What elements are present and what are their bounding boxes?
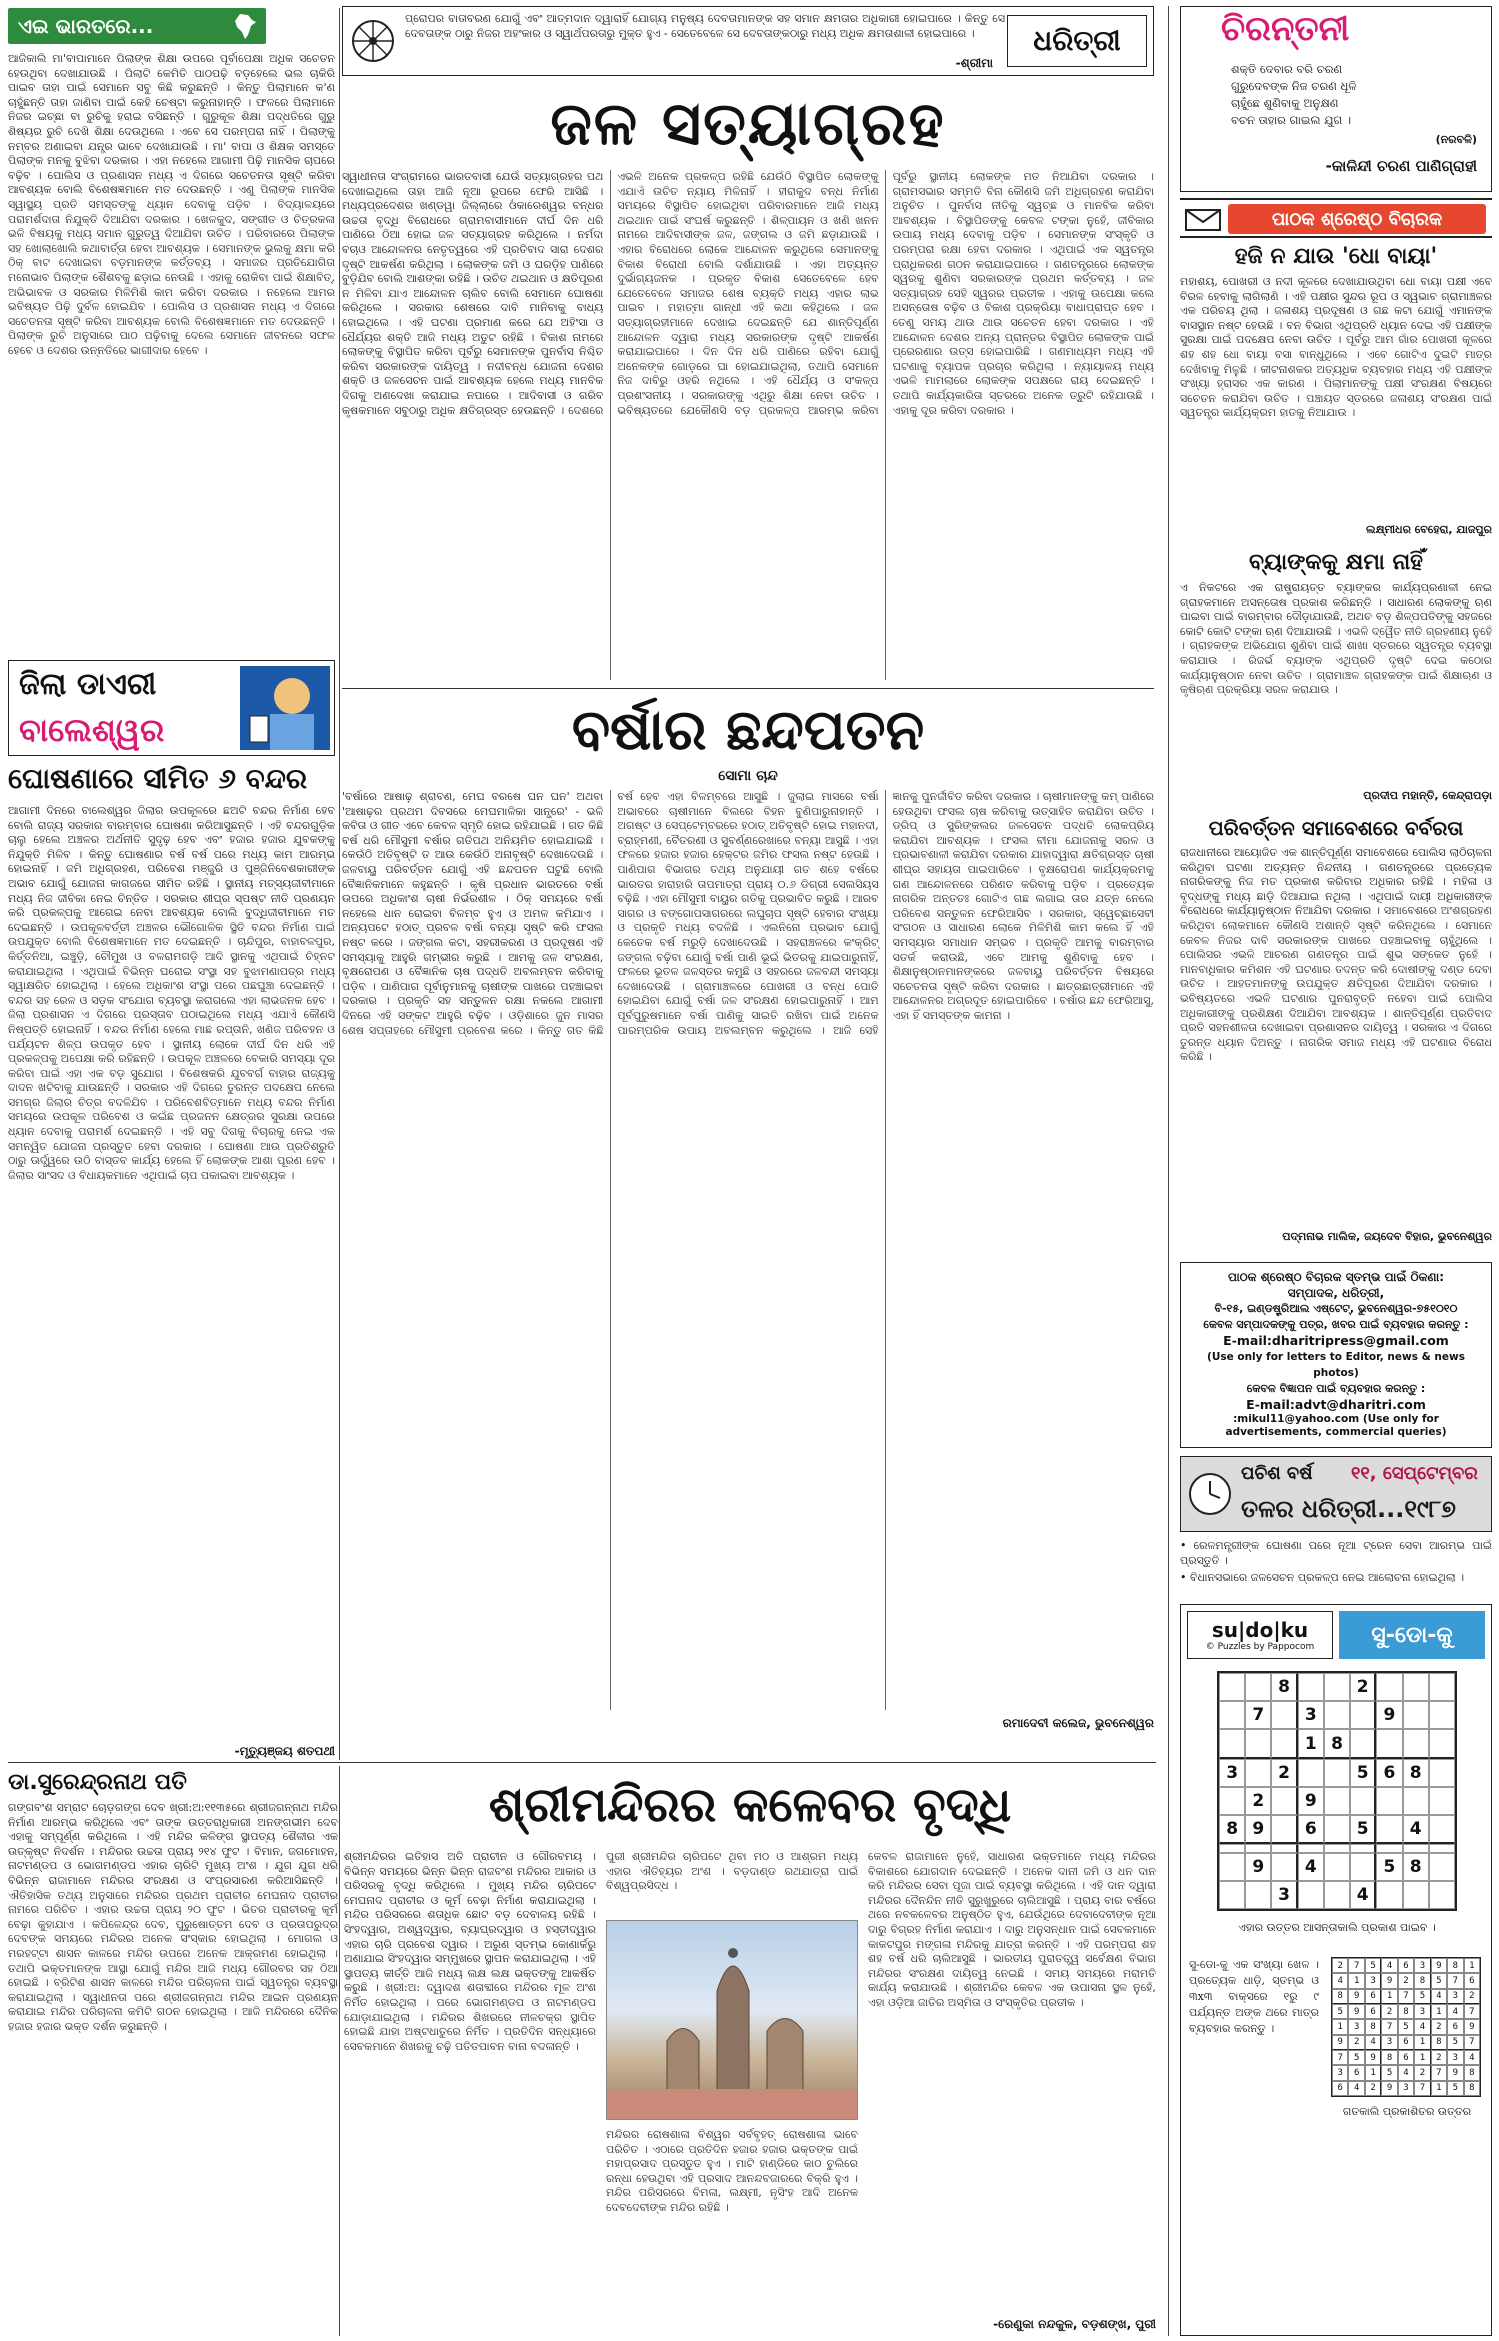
bottom-left-article — [8, 1770, 338, 2336]
district-diary-title: ଘୋଷଣାରେ ସୀମିତ ୬ ବନ୍ଦର — [8, 762, 308, 795]
previous-sudoku-cell: 6 — [1365, 1989, 1381, 2004]
letter-bank-title: ବ୍ୟାଙ୍କକୁ କ୍ଷମା ନାହିଁ — [1249, 550, 1423, 575]
previous-sudoku-cell: 2 — [1381, 2004, 1397, 2019]
sudoku-cell[interactable] — [1429, 1844, 1455, 1852]
sudoku-cell[interactable]: 4 — [1403, 1815, 1429, 1844]
sudoku-cell[interactable] — [1429, 1853, 1455, 1881]
sudoku-cell[interactable]: 8 — [1271, 1673, 1297, 1701]
previous-sudoku-cell: 5 — [1447, 2081, 1463, 2096]
previous-sudoku-cell: 1 — [1332, 2019, 1348, 2034]
previous-sudoku-cell: 4 — [1365, 2035, 1381, 2050]
sudoku-cell[interactable]: 9 — [1245, 1815, 1271, 1844]
previous-sudoku-cell: 2 — [1332, 1958, 1348, 1973]
readers-banner — [1180, 198, 1492, 238]
previous-sudoku-cell: 9 — [1365, 2050, 1381, 2065]
sudoku-cell[interactable] — [1350, 1787, 1376, 1815]
previous-sudoku-cell: 2 — [1431, 2019, 1447, 2034]
bottom-section-rule — [8, 1762, 1156, 1763]
previous-sudoku-cell: 9 — [1464, 2019, 1480, 2034]
district-name: ବାଲେଶ୍ୱର — [19, 711, 165, 749]
letter-rally-title: ପରିବର୍ତ୍ତନ ସମାବେଶରେ ବର୍ବରତା — [1208, 816, 1464, 840]
bottom-feature-col3: କେବଳ ରାଜାମାନେ ନୁହେଁ, ସାଧାରଣ ଭକ୍ତମାନେ ମଧ୍ୟ ମନ୍ଦିରର ବିକାଶରେ ଯୋଗଦାନ ଦେଇଛନ୍ତି । ଅନେକ ଦାନୀ ଜମି ଓ ଧନ ଦାନ କରି ମନ୍ଦିରର ସେବା ପୂଜା ପାଇଁ ବ୍ୟବସ୍ଥା କରିଥିଲେ । ଏହି ଦାନ ଦ୍ୱାରା ମନ୍ଦିରର ଦୈନନ୍ଦିନ ନୀତି ସୁରୁଖୁରୁରେ ଚାଲିଆସୁଛି । ପ୍ରାୟ ବାର ବର୍ଷରେ ଥରେ ନବକଳେବର ଅନୁଷ୍ଠିତ ହୁଏ, ଯେଉଁଥିରେ ଦେବାଦେବୀଙ୍କ ନୂଆ ଦାରୁ ବିଗ୍ରହ ନିର୍ମାଣ କରାଯାଏ । ଦାରୁ ଅନୁସନ୍ଧାନ ପାଇଁ ସେବକମାନେ କାକଟପୁର ମଙ୍ଗଳା ମନ୍ଦିରକୁ ଯାତ୍ରା କରନ୍ତି । ଏହି ପରମ୍ପରା ଶହ ଶହ ବର୍ଷ ଧରି ଚାଲିଆସୁଛି । ଭାରତୀୟ ପୁରାତତ୍ତ୍ୱ ସର୍ବେକ୍ଷଣ ବିଭାଗ ମନ୍ଦିରର ସଂରକ୍ଷଣ ଦାୟିତ୍ୱ ନେଇଛି । ସମୟ ସମୟରେ ମରାମତି କାର୍ଯ୍ୟ କରାଯାଉଛି । ଶ୍ରୀମନ୍ଦିର କେବଳ ଏକ ଉପାସନା ସ୍ଥଳ ନୁହେଁ, ଏହା ଓଡ଼ିଆ ଜାତିର ଅସ୍ମିତା ଓ ସଂସ୍କୃତିର ପ୍ରତୀକ । — [868, 1850, 1156, 2009]
previous-sudoku-cell: 6 — [1464, 1973, 1480, 1988]
sudoku-answer-note: ଏହାର ଉତ୍ତର ଆସନ୍ତାକାଲି ପ୍ରକାଶ ପାଇବ । — [1238, 1921, 1436, 1934]
sudoku-cell[interactable] — [1350, 1844, 1376, 1852]
sudoku-cell[interactable] — [1376, 1673, 1402, 1701]
previous-sudoku-cell: 7 — [1464, 2035, 1480, 2050]
sudoku-cell[interactable]: 9 — [1376, 1701, 1402, 1729]
letter-rally-sig: ପଦ୍ମନାଭ ମାଲିକ, ଜୟଦେବ ବିହାର, ଭୁବନେଶ୍ୱର — [1282, 1230, 1492, 1243]
flashback-items: • ରେଳମନ୍ତ୍ରୀଙ୍କ ଘୋଷଣା ପରେ ନୂଆ ଟ୍ରେନ ସେବା ଆରମ୍ଭ ପାଇଁ ପ୍ରସ୍ତୁତି । • ବିଧାନସଭାରେ ଜଳସେଚନ ପ୍ରକଳ୍ପ ନେଇ ଆଲୋଚନା ହୋଇଥିଲା । — [1180, 1539, 1492, 1584]
previous-sudoku-cell: 6 — [1398, 2035, 1414, 2050]
previous-sudoku-cell: 6 — [1447, 2019, 1463, 2034]
sudoku-cell[interactable] — [1403, 1729, 1429, 1758]
flashback-banner — [1180, 1456, 1492, 1532]
previous-sudoku-cell: 1 — [1414, 2050, 1430, 2065]
flashback-brand: ତଳର ଧରିତ୍ରୀ...୧୯୮୭ — [1241, 1495, 1456, 1523]
previous-sudoku-cell: 8 — [1431, 2035, 1447, 2050]
sudoku-cell[interactable] — [1376, 1815, 1402, 1844]
sudoku-cell[interactable] — [1324, 1853, 1350, 1881]
sudoku-brand: su|do|ku © Puzzles by Pappocom — [1187, 1611, 1333, 1659]
bottom-feature-col2: ପୁରୀ ଶ୍ରୀମନ୍ଦିର ଚାରିପଟେ ଥିବା ମଠ ଓ ଆଶ୍ରମ ମଧ୍ୟ ଏହାର ଐତିହ୍ୟର ଅଂଶ । ବଡ଼ଦାଣ୍ଡ ରଥଯାତ୍ରା ପାଇଁ ବିଶ୍ୱପ୍ରସିଦ୍ଧ । — [606, 1850, 858, 1893]
previous-sudoku-cell: 3 — [1348, 2019, 1364, 2034]
previous-sudoku-cell: 2 — [1431, 2050, 1447, 2065]
previous-sudoku-cell: 7 — [1348, 1958, 1364, 1973]
bottom-feature-title: ଶ୍ରୀମନ୍ଦିରର କଳେବର ବୃଦ୍ଧି — [488, 1777, 1012, 1833]
letter-bank — [1180, 550, 1492, 810]
previous-sudoku-cell: 7 — [1431, 2065, 1447, 2080]
divider-left — [339, 8, 340, 1760]
previous-sudoku-cell: 3 — [1365, 1973, 1381, 1988]
flashback-date: ୧୧, ସେପ୍ଟେମ୍ବର — [1351, 1463, 1478, 1484]
sudoku-cell[interactable] — [1271, 1853, 1297, 1881]
letter-rally-text: ରାଜଧାନୀରେ ଆୟୋଜିତ ଏକ ଶାନ୍ତିପୂର୍ଣ୍ଣ ସମାବେଶରେ ପୋଲିସ ଲାଠିଚାଳନା କରିଥିବା ଘଟଣା ଅତ୍ୟନ୍ତ ନିନ୍ଦନୀୟ । ଗଣତନ୍ତ୍ରରେ ପ୍ରତ୍ୟେକ ନାଗରିକଙ୍କୁ ନିଜ ମତ ପ୍ରକାଶ କରିବାର ଅଧିକାର ରହିଛି । ମହିଳା ଓ ବୃଦ୍ଧଙ୍କୁ ମଧ୍ୟ ଛାଡ଼ି ଦିଆଯାଇ ନଥିଲା । ଏଥିପାଇଁ ଦାୟୀ ଅଧିକାରୀଙ୍କ ବିରୋଧରେ କାର୍ଯ୍ୟାନୁଷ୍ଠାନ ନିଆଯିବା ଦରକାର । ସମାବେଶରେ ଅଂଶଗ୍ରହଣ କରିଥିବା ଲୋକମାନେ କୌଣସି ଅଶାନ୍ତି ସୃଷ୍ଟି କରିନଥିଲେ । ସେମାନେ କେବଳ ନିଜର ଦାବି ସରକାରଙ୍କ ପାଖରେ ପହଞ୍ଚାଇବାକୁ ଚାହୁଁଥିଲେ । ପୋଲିସର ଏଭଳି ଆଚରଣ ଗଣତନ୍ତ୍ର ପାଇଁ ଶୁଭ ସଙ୍କେତ ନୁହେଁ । ମାନବାଧିକାର କମିଶନ ଏହି ଘଟଣାର ତଦନ୍ତ କରି ଦୋଷୀଙ୍କୁ ଦଣ୍ଡ ଦେବା ଉଚିତ । ଆହତମାନଙ୍କୁ ଉପଯୁକ୍ତ କ୍ଷତିପୂରଣ ଦିଆଯିବା ଦରକାର । ଭବିଷ୍ୟତରେ ଏଭଳି ଘଟଣାର ପୁନରାବୃତ୍ତି ନହେବା ପାଇଁ ପୋଲିସ ଅଧିକାରୀଙ୍କୁ ପ୍ରଶିକ୍ଷଣ ଦିଆଯିବା ଆବଶ୍ୟକ । ଶାନ୍ତିପୂର୍ଣ୍ଣ ପ୍ରତିବାଦ ପ୍ରତି ସହନଶୀଳତା ଦେଖାଇବା ପ୍ରଶାସନର ଦାୟିତ୍ୱ । ସରକାର ଏ ଦିଗରେ ତୁରନ୍ତ ଧ୍ୟାନ ଦିଅନ୍ତୁ । ନାଗରିକ ସମାଜ ମଧ୍ୟ ଏହି ଘଟଣାର ବିରୋଧ କରିଛି । — [1180, 846, 1492, 1064]
previous-sudoku-cell: 2 — [1365, 2081, 1381, 2096]
sudoku-cell[interactable]: 4 — [1298, 1853, 1324, 1881]
sudoku-cell[interactable]: 2 — [1350, 1673, 1376, 1701]
previous-sudoku-cell: 8 — [1464, 2081, 1480, 2096]
section-tag — [8, 8, 266, 44]
bottom-feature — [344, 1770, 1156, 2336]
feature-title: ବର୍ଷାର ଛନ୍ଦପତନ — [571, 698, 925, 763]
sudoku-cell[interactable] — [1429, 1815, 1455, 1844]
sudoku-cell[interactable]: 8 — [1324, 1729, 1350, 1758]
sudoku-cell[interactable] — [1324, 1701, 1350, 1729]
previous-sudoku-cell: 8 — [1381, 2050, 1397, 2065]
previous-sudoku-cell: 4 — [1414, 2019, 1430, 2034]
previous-sudoku-cell: 6 — [1332, 2081, 1348, 2096]
previous-sudoku-cell: 1 — [1431, 2004, 1447, 2019]
letter-rally — [1180, 816, 1492, 1256]
temple-photo — [606, 1920, 858, 2120]
sudoku-cell[interactable]: 3 — [1219, 1759, 1245, 1787]
sudoku-cell[interactable] — [1245, 1729, 1271, 1758]
sudoku-cell[interactable] — [1271, 1729, 1297, 1758]
sudoku-cell[interactable] — [1429, 1701, 1455, 1729]
previous-sudoku-cell: 4 — [1381, 1958, 1397, 1973]
previous-sudoku-cell: 3 — [1414, 2004, 1430, 2019]
previous-sudoku-cell: 3 — [1414, 1958, 1430, 1973]
sudoku-cell[interactable]: 1 — [1298, 1729, 1324, 1758]
bottom-feature-col1: ଶ୍ରୀମନ୍ଦିରର ଇତିହାସ ଅତି ପ୍ରାଚୀନ ଓ ଗୌରବମୟ । ବିଭିନ୍ନ ସମୟରେ ଭିନ୍ନ ଭିନ୍ନ ରାଜବଂଶ ମନ୍ଦିରର ଆକାର ଓ ପରିସରକୁ ବୃଦ୍ଧି କରିଥିଲେ । ମୁଖ୍ୟ ମନ୍ଦିର ଚାରିପଟେ ମେଘନାଦ ପ୍ରାଚୀର ଓ କୂର୍ମ ବେଢ଼ା ନିର୍ମାଣ କରାଯାଇଥିଲା । ମନ୍ଦିର ପରିସରରେ ଶତାଧିକ ଛୋଟ ବଡ଼ ଦେବାଳୟ ରହିଛି । ସିଂହଦ୍ୱାର, ଅଶ୍ୱଦ୍ୱାର, ବ୍ୟାଘ୍ରଦ୍ୱାର ଓ ହସ୍ତୀଦ୍ୱାର ଏହାର ଚାରି ପ୍ରବେଶ ଦ୍ୱାର । ଅରୁଣ ସ୍ତମ୍ଭ କୋଣାର୍କରୁ ଅଣାଯାଇ ସିଂହଦ୍ୱାର ସମ୍ମୁଖରେ ସ୍ଥାପନ କରାଯାଇଥିଲା । ଏହି ସ୍ଥାପତ୍ୟ କୀର୍ତ୍ତି ଆଜି ମଧ୍ୟ ଲକ୍ଷ ଲକ୍ଷ ଭକ୍ତଙ୍କୁ ଆକର୍ଷିତ କରୁଛି । ଖ୍ରୀ:ଅ: ଦ୍ୱାଦଶ ଶତାବ୍ଦୀରେ ମନ୍ଦିରର ମୂଳ ଅଂଶ ନିର୍ମିତ ହୋଇଥିଲା । ପରେ ଭୋଗମଣ୍ଡପ ଓ ନାଟମଣ୍ଡପ ଯୋଡ଼ାଯାଇଥିଲା । ମନ୍ଦିରର ଶିଖରରେ ନୀଳଚକ୍ର ସ୍ଥାପିତ ହୋଇଛି ଯାହା ଅଷ୍ଟଧାତୁରେ ନିର୍ମିତ । ପ୍ରତିଦିନ ସନ୍ଧ୍ୟାରେ ସେବକମାନେ ଶିଖରକୁ ଚଢ଼ି ପତିତପାବନ ବାନା ବଦଳାନ୍ତି । — [344, 1850, 596, 2053]
sudoku-cell[interactable] — [1245, 1844, 1271, 1852]
sudoku-cell[interactable] — [1219, 1881, 1245, 1909]
sudoku-cell[interactable] — [1298, 1844, 1324, 1852]
previous-sudoku-cell: 6 — [1398, 2050, 1414, 2065]
sudoku-cell[interactable] — [1403, 1673, 1429, 1701]
sudoku-cell[interactable] — [1219, 1701, 1245, 1729]
letter-dho-baya-title: ହଜି ନ ଯାଉ 'ଧୋ ବାୟା' — [1234, 244, 1438, 269]
sudoku-cell[interactable] — [1271, 1787, 1297, 1815]
sudoku-cell[interactable]: 5 — [1376, 1853, 1402, 1881]
sudoku-cell[interactable] — [1350, 1853, 1376, 1881]
sudoku-cell[interactable] — [1245, 1881, 1271, 1909]
sudoku-cell[interactable] — [1324, 1759, 1350, 1787]
bottom-feature-byline: -ରେଣୁକା ନନ୍ଦକୁଳ, ବଡ଼ଶଙ୍ଖ, ପୁରୀ — [993, 2317, 1156, 2331]
bottom-feature-col2b: ମନ୍ଦିରର ରୋଷଶାଳା ବିଶ୍ୱର ସର୍ବବୃହତ୍ ରୋଷଶାଳା ଭାବେ ପରିଚିତ । ଏଠାରେ ପ୍ରତିଦିନ ହଜାର ହଜାର ଭକ୍ତଙ୍କ ପାଇଁ ମହାପ୍ରସାଦ ପ୍ରସ୍ତୁତ ହୁଏ । ମାଟି ହାଣ୍ଡିରେ କାଠ ଚୁଲିରେ ରନ୍ଧା ହେଉଥିବା ଏହି ପ୍ରସାଦ ଆନନ୍ଦବଜାରରେ ବିକ୍ରି ହୁଏ । ମନ୍ଦିର ପରିସରରେ ବିମଳା, ଲକ୍ଷ୍ମୀ, ନୃସିଂହ ଆଦି ଅନେକ ଦେବଦେବୀଙ୍କ ମନ୍ଦିର ରହିଛି । — [606, 2128, 858, 2214]
previous-sudoku-cell: 9 — [1348, 1989, 1364, 2004]
sudoku-cell[interactable]: 8 — [1219, 1815, 1245, 1844]
main-editorial-title: ଜଳ ସତ୍ୟାଗ୍ରହ — [550, 89, 946, 159]
previous-sudoku-cell: 2 — [1464, 1989, 1480, 2004]
previous-sudoku-cell: 9 — [1381, 2081, 1397, 2096]
main-editorial — [342, 84, 1154, 682]
sudoku-cell[interactable]: 3 — [1271, 1881, 1297, 1909]
ei-bharatare-text: ଆଜିକାଲି ମା'ବାପାମାନେ ପିଲାଙ୍କ ଶିକ୍ଷା ଉପରେ ପୂର୍ବାପେକ୍ଷା ଅଧିକ ସଚେତନ ହେଉଥିବା ଦେଖାଯାଉଛି । ପିଲାଟି କେମିତି ପାଠପଢ଼ି ବଡ଼ହେଲେ ଭଲ ଚାକିରି ପାଇବ ତାହା ପାଇଁ ସେମାନେ ସବୁ କିଛି କରୁଛନ୍ତି । କିନ୍ତୁ ପିଲାମାନେ କ'ଣ ଚାହୁଁଛନ୍ତି ତାହା ଜାଣିବା ପାଇଁ କେହି ଚେଷ୍ଟା କରୁନାହାନ୍ତି । ଫଳରେ ପିଲାମାନେ ନିଜର ଇଚ୍ଛା ବା ରୁଚିକୁ ହରାଇ ବସିଛନ୍ତି । ଗୁରୁକୂଳ ଶିକ୍ଷା ପଦ୍ଧତିରେ ଗୁରୁ ଶିଷ୍ୟର ରୁଚି ଦେଖି ଶିକ୍ଷା ଦେଉଥିଲେ । ଏବେ ସେ ପରମ୍ପରା ନାହିଁ । ପିଲାଙ୍କୁ ନମ୍ବର ଅଣାଇବା ଯନ୍ତ୍ର ଭାବେ ଦେଖାଯାଉଛି । ମା' ବାପା ଓ ଶିକ୍ଷକ ସମସ୍ତେ ପିଲାଙ୍କ ମନକୁ ବୁଝିବା ଦରକାର । ଏହା ନହେଲେ ଆଗାମୀ ପିଢ଼ି ମାନସିକ ଚାପରେ ବଢ଼ିବ । ପୋଲିସ ଓ ପ୍ରଶାସନ ମଧ୍ୟ ଏ ଦିଗରେ ସଚେତନତା ସୃଷ୍ଟି କରିବା ଆବଶ୍ୟକ ବୋଲି ବିଶେଷଜ୍ଞମାନେ ମତ ଦେଉଛନ୍ତି । ଏଣୁ ପିଲାଙ୍କ ମାନସିକ ସ୍ୱାସ୍ଥ୍ୟ ପ୍ରତି ସମସ୍ତଙ୍କୁ ଧ୍ୟାନ ଦେବାକୁ ପଡ଼ିବ । ବିଦ୍ୟାଳୟରେ ପରାମର୍ଶଦାତା ନିଯୁକ୍ତି ଦିଆଯିବା ଦରକାର । ଖେଳକୁଦ, ସଙ୍ଗୀତ ଓ ଚିତ୍ରକଳା ଭଳି ବିଷୟକୁ ମଧ୍ୟ ସମାନ ଗୁରୁତ୍ୱ ଦିଆଯିବା ଉଚିତ । ପରିବାରରେ ପିଲାଙ୍କ ସହ ଖୋଲାଖୋଲି କଥାବାର୍ତ୍ତା ହେବା ଆବଶ୍ୟକ । ସେମାନଙ୍କ ଭୁଲକୁ କ୍ଷମା କରି ଠିକ୍ ବାଟ ଦେଖାଇବା ବଡ଼ମାନଙ୍କ କର୍ତ୍ତବ୍ୟ । ସମାଜର ପ୍ରତିଯୋଗିତା ମନୋଭାବ ପିଲାଙ୍କ ଶୈଶବକୁ ଛଡ଼ାଇ ନେଉଛି । ଏହାକୁ ରୋକିବା ପାଇଁ ଶିକ୍ଷାବିତ୍, ଅଭିଭାବକ ଓ ସରକାର ମିଳିମିଶି କାମ କରିବା ଦରକାର । ନହେଲେ ଆମର ଭବିଷ୍ୟତ ପିଢ଼ି ଦୁର୍ବଳ ହୋଇଯିବ । ପୋଲିସ ଓ ପ୍ରଶାସନ ମଧ୍ୟ ଏ ଦିଗରେ ସଚେତନତା ସୃଷ୍ଟି କରିବା ଆବଶ୍ୟକ ବୋଲି ବିଶେଷଜ୍ଞମାନେ ମତ ଦେଉଛନ୍ତି । ପିଲାଙ୍କ ରୁଚି ଅନୁସାରେ ପାଠ ପଢ଼ିବାକୁ ଦେଲେ ସେମାନେ ଜୀବନରେ ସଫଳ ହେବେ ଓ ଦେଶର ଉନ୍ନତିରେ ଭାଗୀଦାର ହେବେ । — [8, 52, 335, 357]
advt-email-link-2[interactable]: :mikul11@yahoo.com (Use only for advertisements, commercial queries) — [1225, 1413, 1447, 1438]
sudoku-cell[interactable] — [1324, 1881, 1350, 1909]
feature-article — [342, 694, 1154, 1736]
flashback-label: ପଚିଶ ବର୍ଷ — [1241, 1463, 1313, 1484]
sudoku-cell[interactable]: 9 — [1298, 1787, 1324, 1815]
district-diary-article — [8, 762, 335, 1762]
letter-dho-baya — [1180, 244, 1492, 544]
district-diary-text: ଆଗାମୀ ଦିନରେ ବାଲେଶ୍ୱର ଜିଲାର ଉପକୂଳରେ ଛଅଟି ବନ୍ଦର ନିର୍ମାଣ ହେବ ବୋଲି ରାଜ୍ୟ ସରକାର ବାରମ୍ବାର ଘୋଷଣା କରିଆସୁଛନ୍ତି । ଏହି ବନ୍ଦରଗୁଡ଼ିକ ଚାଲୁ ହେଲେ ଅଞ୍ଚଳର ଅର୍ଥନୀତି ସୁଦୃଢ଼ ହେବ ଏବଂ ହଜାର ହଜାର ଯୁବକଙ୍କୁ ନିଯୁକ୍ତି ମିଳିବ । କିନ୍ତୁ ଘୋଷଣାର ବର୍ଷ ବର୍ଷ ପରେ ମଧ୍ୟ କାମ ଆରମ୍ଭ ହୋଇନାହିଁ । ଜମି ଅଧିଗ୍ରହଣ, ପରିବେଶ ମଞ୍ଜୁରି ଓ ପୁଞ୍ଜିନିବେଶକାରୀଙ୍କ ଅଭାବ ଯୋଗୁଁ ଯୋଜନା କାଗଜରେ ସୀମିତ ରହିଛି । ସ୍ଥାନୀୟ ମତ୍ସ୍ୟଜୀବୀମାନେ ମଧ୍ୟ ନିଜ ଜୀବିକା ନେଇ ଚିନ୍ତିତ । ସରକାର ଶୀଘ୍ର ସ୍ପଷ୍ଟ ନୀତି ପ୍ରଣୟନ କରି ପ୍ରକଳ୍ପକୁ ଆଗେଇ ନେବା ଆବଶ୍ୟକ ବୋଲି ବୁଦ୍ଧିଜୀବୀମାନେ ମତ ଦେଇଛନ୍ତି । ଉପକୂଳବର୍ତ୍ତୀ ଅଞ୍ଚଳର ଭୌଗୋଳିକ ସ୍ଥିତି ବନ୍ଦର ନିର୍ମାଣ ପାଇଁ ଉପଯୁକ୍ତ ବୋଲି ବିଶେଷଜ୍ଞମାନେ ମତ ଦେଇଛନ୍ତି । ଚାନ୍ଦିପୁର, ବାହାବଳପୁର, କିର୍ତ୍ତନିଆ, ଇଞ୍ଚୁଡ଼ି, ଚୌମୁଖ ଓ ବଳରାମଗଡ଼ି ଆଦି ସ୍ଥାନକୁ ଏଥିପାଇଁ ଚିହ୍ନଟ କରାଯାଇଥିଲା । ଏଥିପାଇଁ ବିଭିନ୍ନ ଘରୋଇ ସଂସ୍ଥା ସହ ବୁଝାମଣାପତ୍ର ମଧ୍ୟ ସ୍ୱାକ୍ଷରିତ ହୋଇଥିଲା । ହେଲେ ଅଧିକାଂଶ ସଂସ୍ଥା ପରେ ପଛଘୁଞ୍ଚା ଦେଇଛନ୍ତି । ବନ୍ଦର ସହ ରେଳ ଓ ସଡ଼କ ସଂଯୋଗ ବ୍ୟବସ୍ଥା କରାଗଲେ ଏହା ଲାଭଜନକ ହେବ । ଜିଲା ପ୍ରଶାସନ ଏ ଦିଗରେ ପ୍ରସ୍ତାବ ପଠାଇଥିଲେ ମଧ୍ୟ ଏଯାଏଁ କୌଣସି ନିଷ୍ପତ୍ତି ହୋଇନାହିଁ । ବନ୍ଦର ନିର୍ମାଣ ହେଲେ ମାଛ ରପ୍ତାନି, ଖଣିଜ ପରିବହନ ଓ ପର୍ଯ୍ୟଟନ ଶିଳ୍ପ ଉପକୃତ ହେବ । ସ୍ଥାନୀୟ ଲୋକେ ଦୀର୍ଘ ଦିନ ଧରି ଏହି ପ୍ରକଳ୍ପକୁ ଅପେକ୍ଷା କରି ରହିଛନ୍ତି । ଉପକୂଳ ଅଞ୍ଚଳରେ ବେକାରି ସମସ୍ୟା ଦୂର କରିବା ପାଇଁ ଏହା ଏକ ବଡ଼ ସୁଯୋଗ । ବିଶେଷକରି ଯୁବବର୍ଗ ବାହାର ରାଜ୍ୟକୁ ଦାଦନ ଖଟିବାକୁ ଯାଉଛନ୍ତି । ସରକାର ଏହି ଦିଗରେ ତୁରନ୍ତ ପଦକ୍ଷେପ ନେଲେ ସମଗ୍ର ଜିଲାର ଚିତ୍ର ବଦଳିଯିବ । ପରିବେଶବିତ୍‌ମାନେ ମଧ୍ୟ ବନ୍ଦର ନିର୍ମାଣ ସମୟରେ ଉପକୂଳ ପରିବେଶ ଓ କଇଁଛ ପ୍ରଜନନ କ୍ଷେତ୍ରର ସୁରକ୍ଷା ଉପରେ ଧ୍ୟାନ ଦେବାକୁ ପରାମର୍ଶ ଦେଇଛନ୍ତି । ଏହି ସବୁ ଦିଗକୁ ବିଚାରକୁ ନେଇ ଏକ ସମନ୍ୱିତ ଯୋଜନା ପ୍ରସ୍ତୁତ ହେବା ଦରକାର । ଘୋଷଣା ଆଉ ପ୍ରତିଶ୍ରୁତି ଠାରୁ ଊର୍ଦ୍ଧ୍ୱରେ ଉଠି ବାସ୍ତବ କାର୍ଯ୍ୟ ହେଲେ ହିଁ ଲୋକଙ୍କ ଆଶା ପୂରଣ ହେବ । ଜିଲାର ସାଂସଦ ଓ ବିଧାୟକମାନେ ଏଥିପାଇଁ ଚାପ ପକାଇବା ଆବଶ୍ୟକ । — [8, 804, 335, 1182]
sudoku-cell[interactable] — [1298, 1881, 1324, 1909]
sudoku-cell[interactable]: 5 — [1350, 1815, 1376, 1844]
previous-sudoku-cell: 1 — [1381, 1989, 1397, 2004]
divider-bottom-left — [339, 1766, 340, 2336]
previous-sudoku-cell: 8 — [1398, 2004, 1414, 2019]
sudoku-cell[interactable] — [1324, 1673, 1350, 1701]
feature-text: 'ବର୍ଷାରେ ଆଷାଢ଼ ଶ୍ରାବଣ, ମେଘ ବରଷେ ଘନ ଘନ' ଅଥବା 'ଆଷାଢ଼ର ପ୍ରଥମ ଦିବସରେ ମେଘମାଳିକା ସାନ୍ଧ୍ରେ' - ଭଳି କବିତା ଓ ଗୀତ ଏବେ କେବଳ ସ୍ମୃତି ହୋଇ ରହିଯାଇଛି । ଗତ କିଛି ବର୍ଷ ଧରି ମୌସୁମୀ ବର୍ଷାର ଗତିପଥ ଅନିୟମିତ ହୋଇଯାଇଛି । କେଉଁଠି ଅତିବୃଷ୍ଟି ତ ଆଉ କେଉଁଠି ଅନାବୃଷ୍ଟି ଦେଖାଦେଉଛି । ଜଳବାୟୁ ପରିବର୍ତ୍ତନ ଯୋଗୁଁ ଏହି ଛନ୍ଦପତନ ଘଟୁଛି ବୋଲି ବୈଜ୍ଞାନିକମାନେ କହୁଛନ୍ତି । କୃଷି ପ୍ରଧାନ ଭାରତରେ ବର୍ଷା ଉପରେ ଅଧିକାଂଶ ଚାଷୀ ନିର୍ଭରଶୀଳ । ଠିକ୍ ସମୟରେ ବର୍ଷା ନହେଲେ ଧାନ ରୋଇବା ବିଳମ୍ବ ହୁଏ ଓ ଅମଳ କମିଯାଏ । ଅନ୍ୟପଟେ ହଠାତ୍ ପ୍ରବଳ ବର୍ଷା ବନ୍ୟା ସୃଷ୍ଟି କରି ଫସଲ ନଷ୍ଟ କରେ । ଜଙ୍ଗଲ କଟା, ସହରୀକରଣ ଓ ପ୍ରଦୂଷଣ ଏହି ସମସ୍ୟାକୁ ଆହୁରି ଗମ୍ଭୀର କରୁଛି । ଆମକୁ ଜଳ ସଂରକ୍ଷଣ, ବୃକ୍ଷରୋପଣ ଓ ବୈଜ୍ଞାନିକ ଚାଷ ପଦ୍ଧତି ଅବଲମ୍ବନ କରିବାକୁ ପଡ଼ିବ । ପାଣିପାଗ ପୂର୍ବାନୁମାନକୁ ଚାଷୀଙ୍କ ପାଖରେ ପହଞ୍ଚାଇବା ଦରକାର । ପ୍ରକୃତି ସହ ସନ୍ତୁଳନ ରକ୍ଷା ନକଲେ ଆଗାମୀ ଦିନରେ ଏହି ସଙ୍କଟ ଆହୁରି ବଢ଼ିବ । ଓଡ଼ିଶାରେ ଜୁନ ମାସର ଶେଷ ସପ୍ତାହରେ ମୌସୁମୀ ପ୍ରବେଶ କରେ । କିନ୍ତୁ ଗତ କିଛି ବର୍ଷ ହେବ ଏହା ବିଳମ୍ବରେ ଆସୁଛି । ଜୁଲାଇ ମାସରେ ବର୍ଷା ଅଭାବରେ ଚାଷୀମାନେ ବିଲରେ ବିହନ ବୁଣିପାରୁନାହାନ୍ତି । ଅଗଷ୍ଟ ଓ ସେପ୍ଟେମ୍ବରରେ ହଠାତ୍ ଅତିବୃଷ୍ଟି ହୋଇ ମହାନଦୀ, ବ୍ରାହ୍ମଣୀ, ବୈତରଣୀ ଓ ସୁବର୍ଣ୍ଣରେଖାରେ ବନ୍ୟା ଆସୁଛି । ଏହା ଫଳରେ ହଜାର ହଜାର ହେକ୍ଟର ଜମିର ଫସଲ ନଷ୍ଟ ହେଉଛି । ପାଣିପାଗ ବିଭାଗର ତଥ୍ୟ ଅନୁଯାୟୀ ଗତ ଶହେ ବର୍ଷରେ ଭାରତର ହାରାହାରି ତାପମାତ୍ରା ପ୍ରାୟ ୦.୬ ଡିଗ୍ରୀ ସେଲସିୟସ ବଢ଼ିଛି । ଏହା ମୌସୁମୀ ବାୟୁର ଗତିକୁ ପ୍ରଭାବିତ କରୁଛି । ଆରବ ସାଗର ଓ ବଙ୍ଗୋପସାଗରରେ ଲଘୁଚାପ ସୃଷ୍ଟି ହେବାର ସଂଖ୍ୟା ଓ ପ୍ରକୃତି ମଧ୍ୟ ବଦଳିଛି । ଏଲନିନୋ ପ୍ରଭାବ ଯୋଗୁଁ କେତେକ ବର୍ଷ ମରୁଡ଼ି ଦେଖାଦେଉଛି । ସହରାଞ୍ଚଳରେ କଂକ୍ରିଟ୍ ଜଙ୍ଗଲ ବଢ଼ିବା ଯୋଗୁଁ ବର୍ଷା ପାଣି ଭୂଇଁ ଭିତରକୁ ଯାଇପାରୁନାହିଁ, ଫଳରେ ଭୂତଳ ଜଳସ୍ତର କମୁଛି ଓ ସହରରେ ଜଳବନ୍ଦୀ ସମସ୍ୟା ଦେଖାଦେଉଛି । ଗ୍ରାମାଞ୍ଚଳରେ ପୋଖରୀ ଓ ବନ୍ଧ ପୋତି ହୋଇଯିବା ଯୋଗୁଁ ବର୍ଷା ଜଳ ସଂରକ୍ଷଣ ହୋଇପାରୁନାହିଁ । ଆମ ପୂର୍ବପୁରୁଷମାନେ ବର୍ଷା ପାଣିକୁ ସାଇତି ରଖିବା ପାଇଁ ଅନେକ ପାରମ୍ପରିକ ଉପାୟ ଅବଲମ୍ବନ କରୁଥିଲେ । ଆଜି ସେହି ଜ୍ଞାନକୁ ପୁନର୍ଜୀବିତ କରିବା ଦରକାର । ଚାଷୀମାନଙ୍କୁ କମ୍ ପାଣିରେ ହେଉଥିବା ଫସଲ ଚାଷ କରିବାକୁ ଉତ୍ସାହିତ କରାଯିବା ଉଚିତ । ଡ୍ରିପ୍ ଓ ସ୍ପ୍ରିଙ୍କଲର ଜଳସେଚନ ପଦ୍ଧତି ଲୋକପ୍ରିୟ କରାଯିବା ଆବଶ୍ୟକ । ଫସଲ ବୀମା ଯୋଜନାକୁ ସରଳ ଓ ପ୍ରଭାବଶାଳୀ କରାଯିବା ଦରକାର ଯାହାଦ୍ୱାରା କ୍ଷତିଗ୍ରସ୍ତ ଚାଷୀ ଶୀଘ୍ର ସହାୟତା ପାଇପାରିବେ । ବୃକ୍ଷରୋପଣ କାର୍ଯ୍ୟକ୍ରମକୁ ଗଣ ଆନ୍ଦୋଳନରେ ପରିଣତ କରିବାକୁ ପଡ଼ିବ । ପ୍ରତ୍ୟେକ ନାଗରିକ ଅନ୍ତତଃ ଗୋଟିଏ ଗଛ ଲଗାଇ ତାର ଯତ୍ନ ନେଲେ ପରିବେଶ ସନ୍ତୁଳନ ଫେରିଆସିବ । ସରକାର, ସ୍ୱେଚ୍ଛାସେବୀ ସଂଗଠନ ଓ ସାଧାରଣ ଲୋକେ ମିଳିମିଶି କାମ କଲେ ହିଁ ଏହି ସମସ୍ୟାର ସମାଧାନ ସମ୍ଭବ । ପ୍ରକୃତି ଆମକୁ ବାରମ୍ବାର ସତର୍କ କରାଉଛି, ଏବେ ଆମକୁ ଶୁଣିବାକୁ ହେବ । ଶିକ୍ଷାନୁଷ୍ଠାନମାନଙ୍କରେ ଜଳବାୟୁ ପରିବର୍ତ୍ତନ ବିଷୟରେ ସଚେତନତା ସୃଷ୍ଟି କରିବା ଦରକାର । ଛାତ୍ରଛାତ୍ରୀମାନେ ଏହି ଆନ୍ଦୋଳନର ଅଗ୍ରଦୂତ ହୋଇପାରିବେ । ବର୍ଷାର ଛନ୍ଦ ଫେରିଆସୁ, ଏହା ହିଁ ସମସ୍ତଙ୍କ କାମନା । — [342, 790, 1154, 1037]
sudoku-cell[interactable]: 5 — [1350, 1759, 1376, 1787]
sudoku-cell[interactable] — [1376, 1844, 1402, 1852]
previous-sudoku-cell: 2 — [1348, 2035, 1364, 2050]
previous-sudoku-cell: 5 — [1414, 1989, 1430, 2004]
district-diary-byline: -ମୃତ୍ୟୁଞ୍ଜୟ ଶତପଥୀ — [234, 1744, 335, 1758]
feature-byline: ରମାଦେବୀ କଲେଜ, ଭୁବନେଶ୍ୱର — [1002, 1716, 1154, 1730]
previous-sudoku-cell: 3 — [1447, 2050, 1463, 2065]
sudoku-cell[interactable] — [1403, 1701, 1429, 1729]
previous-sudoku-cell: 1 — [1431, 2081, 1447, 2096]
sudoku-cell[interactable] — [1245, 1673, 1271, 1701]
sudoku-cell[interactable] — [1271, 1815, 1297, 1844]
previous-sudoku-cell: 2 — [1414, 2065, 1430, 2080]
chirantani-title: ଚିରନ୍ତନୀ — [1221, 9, 1350, 49]
previous-sudoku-cell: 5 — [1365, 1958, 1381, 1973]
previous-sudoku-cell: 1 — [1365, 2065, 1381, 2080]
previous-sudoku-cell: 4 — [1398, 2065, 1414, 2080]
sudoku-cell[interactable]: 6 — [1298, 1815, 1324, 1844]
sudoku-cell[interactable] — [1429, 1787, 1455, 1815]
sudoku-cell[interactable] — [1324, 1787, 1350, 1815]
quote-text: ପ୍ରୋପର ବାତାବରଣ ଯୋଗୁଁ ଏବଂ ଆତ୍ମଦାନ ଦ୍ୱାରାହିଁ ଯୋଗ୍ୟ ମନୁଷ୍ୟ ଦେବତାମାନଙ୍କ ସହ ସମାନ କ୍ଷମତାର ଅଧିକାରୀ ହୋଇପାରେ । କିନ୍ତୁ ସେ ଦେବତାଙ୍କ ଠାରୁ ନିଜର ଅହଂକାର ଓ ସ୍ୱାର୍ଥପରତାରୁ ମୁକ୍ତ ହୁଏ - ସେତେବେଳେ ସେ ଦେବତାଙ୍କଠାରୁ ମଧ୍ୟ ଅଧିକ କ୍ଷମତାଶାଳୀ ହୋଇପାରେ । — [405, 12, 1005, 40]
sudoku-cell[interactable] — [1350, 1729, 1376, 1758]
previous-sudoku-cell: 4 — [1332, 1973, 1348, 1988]
letter-bank-text: ଏ ନିକଟରେ ଏକ ରାଷ୍ଟ୍ରାୟତ୍ତ ବ୍ୟାଙ୍କର କାର୍ଯ୍ୟପ୍ରଣାଳୀ ନେଇ ଗ୍ରାହକମାନେ ଅସନ୍ତୋଷ ପ୍ରକାଶ କରିଛନ୍ତି । ସାଧାରଣ ଲୋକଙ୍କୁ ଋଣ ପାଇବା ପାଇଁ ବାରମ୍ବାର ଦୌଡ଼ାଯାଉଛି, ଅଥଚ ବଡ଼ ଶିଳ୍ପପତିଙ୍କୁ ସହଜରେ କୋଟି କୋଟି ଟଙ୍କା ଋଣ ଦିଆଯାଉଛି । ଏଭଳି ଦ୍ୱୈତ ନୀତି ଗ୍ରହଣୀୟ ନୁହେଁ । ଗ୍ରାହକଙ୍କ ଅଭିଯୋଗ ଶୁଣିବା ପାଇଁ ଶାଖା ସ୍ତରରେ ସ୍ୱତନ୍ତ୍ର ବ୍ୟବସ୍ଥା କରାଯାଉ । ରିଜର୍ଭ ବ୍ୟାଙ୍କ ଏଥିପ୍ରତି ଦୃଷ୍ଟି ଦେଇ କଠୋର କାର୍ଯ୍ୟାନୁଷ୍ଠାନ ନେବା ଉଚିତ । ଗ୍ରାମାଞ୍ଚଳ ଗ୍ରାହକଙ୍କ ପାଇଁ ଶିକ୍ଷାଋଣ ଓ କୃଷିଋଣ ପ୍ରକ୍ରିୟା ସରଳ କରାଯାଉ । — [1180, 581, 1492, 697]
sudoku-cell[interactable] — [1376, 1881, 1402, 1909]
sudoku-cell[interactable] — [1324, 1815, 1350, 1844]
sudoku-cell[interactable]: 8 — [1403, 1759, 1429, 1787]
sudoku-brand-odia: ସୁ-ଡୋ-କୁ — [1339, 1611, 1485, 1659]
previous-sudoku-cell: 3 — [1398, 2081, 1414, 2096]
chirantani-author: -କାଳିନ୍ଦୀ ଚରଣ ପାଣିଗ୍ରାହୀ — [1325, 157, 1477, 175]
dharma-wheel-icon — [349, 17, 397, 65]
chirantani-box — [1180, 6, 1492, 192]
previous-sudoku-cell: 1 — [1464, 1958, 1480, 1973]
sudoku-cell[interactable] — [1429, 1881, 1455, 1909]
bottom-left-text: ଗଙ୍ଗବଂଶ ସମ୍ରାଟ ଚୋଡ଼ଗଙ୍ଗ ଦେବ ଖ୍ରୀ:ଅ:୧୧୩୫ରେ ଶ୍ରୀଜଗନ୍ନାଥ ମନ୍ଦିର ନିର୍ମାଣ ଆରମ୍ଭ କରିଥିଲେ ଏବଂ ତାଙ୍କ ଉତ୍ତରାଧିକାରୀ ଅନଙ୍ଗଭୀମ ଦେବ ଏହାକୁ ସମ୍ପୂର୍ଣ୍ଣ କରିଥିଲେ । ଏହି ମନ୍ଦିର କଳିଙ୍ଗ ସ୍ଥାପତ୍ୟ ଶୈଳୀର ଏକ ଉତ୍କୃଷ୍ଟ ନିଦର୍ଶନ । ମନ୍ଦିରର ଉଚ୍ଚତା ପ୍ରାୟ ୨୧୪ ଫୁଟ । ବିମାନ, ଜଗମୋହନ, ନାଟମଣ୍ଡପ ଓ ଭୋଗମଣ୍ଡପ ଏହାର ଚାରିଟି ମୁଖ୍ୟ ଅଂଶ । ଯୁଗ ଯୁଗ ଧରି ବିଭିନ୍ନ ରାଜାମାନେ ମନ୍ଦିରର ସଂରକ୍ଷଣ ଓ ସଂପ୍ରସାରଣ କରିଆସିଛନ୍ତି । ଐତିହାସିକ ତଥ୍ୟ ଅନୁସାରେ ମନ୍ଦିରର ପ୍ରଥମ ପ୍ରାଚୀର ମେଘନାଦ ପ୍ରାଚୀର ନାମରେ ପରିଚିତ । ଏହାର ଉଚ୍ଚତା ପ୍ରାୟ ୨୦ ଫୁଟ । ଭିତର ପ୍ରାଚୀରକୁ କୂର୍ମ ବେଢ଼ା କୁହାଯାଏ । କପିଳେନ୍ଦ୍ର ଦେବ, ପୁରୁଷୋତ୍ତମ ଦେବ ଓ ପ୍ରତାପରୁଦ୍ର ଦେବଙ୍କ ସମୟରେ ମନ୍ଦିରର ଅନେକ ସଂସ୍କାର ହୋଇଥିଲା । ମୋଗଲ ଓ ମରହଟ୍ଟା ଶାସନ କାଳରେ ମନ୍ଦିର ଉପରେ ଅନେକ ଆକ୍ରମଣ ହୋଇଥିଲା । ତଥାପି ଭକ୍ତମାନଙ୍କ ଆସ୍ଥା ଯୋଗୁଁ ମନ୍ଦିର ଆଜି ମଧ୍ୟ ଗୌରବର ସହ ଠିଆ ହୋଇଛି । ବ୍ରିଟିଶ ଶାସନ କାଳରେ ମନ୍ଦିର ପରିଚାଳନା ପାଇଁ ସ୍ୱତନ୍ତ୍ର ବ୍ୟବସ୍ଥା କରାଯାଇଥିଲା । ସ୍ୱାଧୀନତା ପରେ ଶ୍ରୀଜଗନ୍ନାଥ ମନ୍ଦିର ଆଇନ ପ୍ରଣୟନ କରାଯାଇ ମନ୍ଦିର ପରିଚାଳନା କମିଟି ଗଠନ ହୋଇଥିଲା । ଆଜି ମନ୍ଦିରରେ ଦୈନିକ ହଜାର ହଜାର ଭକ୍ତ ଦର୍ଶନ କରୁଛନ୍ତି । — [8, 1801, 338, 2033]
previous-sudoku-cell: 7 — [1464, 2004, 1480, 2019]
sudoku-cell[interactable] — [1298, 1673, 1324, 1701]
previous-sudoku-cell: 4 — [1447, 2004, 1463, 2019]
previous-sudoku-cell: 6 — [1348, 2065, 1364, 2080]
sudoku-prev-label: ଗତକାଲି ପ୍ରକାଶିତର ଉତ୍ତର — [1342, 2105, 1472, 2118]
feature-top-rule — [342, 688, 1154, 689]
editor-email-link[interactable]: E-mail:dharitripress@gmail.com — [1223, 1333, 1449, 1348]
sudoku-box — [1180, 1604, 1492, 2336]
letter-bank-sig: ପ୍ରଦୀପ ମହାନ୍ତି, କେନ୍ଦ୍ରାପଡ଼ା — [1363, 789, 1492, 802]
sudoku-cell[interactable] — [1376, 1729, 1402, 1758]
sudoku-cell[interactable]: 8 — [1403, 1853, 1429, 1881]
sudoku-cell[interactable] — [1219, 1729, 1245, 1758]
sudoku-cell[interactable] — [1376, 1787, 1402, 1815]
district-diary-label: ଜିଲା ଡାଏରୀ — [19, 667, 157, 702]
sudoku-rules: ସୁ-ଡୋ-କୁ ଏକ ସଂଖ୍ୟା ଖେଳ । ପ୍ରତ୍ୟେକ ଧାଡ଼ି, ସ୍ତମ୍ଭ ଓ ୩x୩ ବାକ୍ସରେ ୧ରୁ ୯ ପର୍ଯ୍ୟନ୍ତ ଅଙ୍କ ଥରେ ମାତ୍ର ବ୍ୟବହାର କରନ୍ତୁ । — [1189, 1958, 1319, 2035]
readers-banner-label: ପାଠକ ଶ୍ରେଷ୍ଠ ବିଚାରକ — [1228, 204, 1486, 234]
previous-sudoku-cell: 5 — [1447, 2035, 1463, 2050]
sudoku-cell[interactable] — [1429, 1673, 1455, 1701]
sudoku-cell[interactable]: 2 — [1245, 1787, 1271, 1815]
sudoku-cell[interactable] — [1429, 1759, 1455, 1787]
sudoku-cell[interactable] — [1403, 1844, 1429, 1852]
previous-sudoku-cell: 8 — [1464, 2065, 1480, 2080]
diary-illustration-icon — [240, 666, 330, 750]
sudoku-cell[interactable] — [1245, 1759, 1271, 1787]
sudoku-cell[interactable]: 3 — [1298, 1701, 1324, 1729]
previous-sudoku-cell: 7 — [1447, 1973, 1463, 1988]
letter-envelope-icon — [1184, 204, 1224, 234]
letter-dho-baya-text: ମହାଶୟ, ପୋଖରୀ ଓ ନଦୀ କୂଳରେ ଦେଖାଯାଉଥିବା ଧୋ ବାୟା ପକ୍ଷୀ ଏବେ ବିରଳ ହେବାକୁ ଲାଗିଲାଣି । ଏହି ପକ୍ଷୀର ସୁନ୍ଦର ରୂପ ଓ ସ୍ୱଭାବ ଗ୍ରାମାଞ୍ଚଳର ଏକ ପରିଚୟ ଥିଲା । ଜଳାଶୟ ପ୍ରଦୂଷଣ ଓ ଗଛ କଟା ଯୋଗୁଁ ଏମାନଙ୍କ ବାସସ୍ଥାନ ନଷ୍ଟ ହେଉଛି । ବନ ବିଭାଗ ଏଥିପ୍ରତି ଧ୍ୟାନ ଦେଇ ଏହି ପକ୍ଷୀଙ୍କ ସୁରକ୍ଷା ପାଇଁ ପଦକ୍ଷେପ ନେବା ଉଚିତ । ପୂର୍ବରୁ ଆମ ଗାଁର ପୋଖରୀ କୂଳରେ ଶହ ଶହ ଧୋ ବାୟା ବସା ବାନ୍ଧୁଥିଲେ । ଏବେ ଗୋଟିଏ ଦୁଇଟି ମାତ୍ର ଦେଖିବାକୁ ମିଳୁଛି । କୀଟନାଶକର ଅତ୍ୟଧିକ ବ୍ୟବହାର ମଧ୍ୟ ଏହି ପକ୍ଷୀଙ୍କ ସଂଖ୍ୟା ହ୍ରାସର ଏକ କାରଣ । ପିଲାମାନଙ୍କୁ ପକ୍ଷୀ ସଂରକ୍ଷଣ ବିଷୟରେ ସଚେତନ କରାଯିବା ଉଚିତ । ପଞ୍ଚାୟତ ସ୍ତରରେ ଜଳାଶୟ ସଂରକ୍ଷଣ ପାଇଁ ସ୍ୱତନ୍ତ୍ର କାର୍ଯ୍ୟକ୍ରମ ହାତକୁ ନିଆଯାଉ । — [1180, 275, 1492, 420]
previous-sudoku-cell: 6 — [1365, 2004, 1381, 2019]
temple-icon — [607, 1921, 858, 2120]
sudoku-cell[interactable] — [1219, 1853, 1245, 1881]
sudoku-cell[interactable] — [1298, 1759, 1324, 1787]
previous-sudoku-cell: 8 — [1447, 1958, 1463, 1973]
india-map-icon — [230, 11, 260, 41]
previous-sudoku-cell: 1 — [1414, 2035, 1430, 2050]
previous-sudoku-cell: 1 — [1348, 1973, 1364, 1988]
section-ei-bharatare — [8, 8, 335, 658]
previous-sudoku-cell: 7 — [1332, 2050, 1348, 2065]
clock-icon — [1187, 1471, 1233, 1517]
previous-sudoku-cell: 6 — [1398, 1958, 1414, 1973]
previous-sudoku-cell: 3 — [1447, 1989, 1463, 2004]
bottom-left-title: ଡା.ସୁରେନ୍ଦ୍ରନାଥ ପତି — [8, 1770, 187, 1795]
masthead-text: ଧରିତ୍ରୀ — [1033, 24, 1121, 57]
main-editorial-text: ସ୍ୱାଧୀନତା ସଂଗ୍ରାମରେ ଭାରତବାସୀ ଯେଉଁ ସତ୍ୟାଗ୍ରହର ପଥ ଦେଖାଇଥିଲେ ତାହା ଆଜି ନୂଆ ରୂପରେ ଫେରି ଆସିଛି । ମଧ୍ୟପ୍ରଦେଶର ଖଣ୍ଡୱା ଜିଲ୍ଲାରେ ଓଁକାରେଶ୍ୱର ବନ୍ଧର ଉଚ୍ଚତା ବୃଦ୍ଧି ବିରୋଧରେ ଗ୍ରାମବାସୀମାନେ ଦୀର୍ଘ ଦିନ ଧରି ପାଣିରେ ଠିଆ ହୋଇ ଜଳ ସତ୍ୟାଗ୍ରହ କରିଥିଲେ । ନର୍ମଦା ବଚାଓ ଆନ୍ଦୋଳନର ନେତୃତ୍ୱରେ ଏହି ପ୍ରତିବାଦ ସାରା ଦେଶର ଦୃଷ୍ଟି ଆକର୍ଷଣ କରିଥିଲା । ଲୋକଙ୍କ ଜମି ଓ ଘରଡ଼ିହ ପାଣିରେ ବୁଡ଼ିଯିବ ବୋଲି ଆଶଙ୍କା ରହିଛି । ଉଚିତ ଥଇଥାନ ଓ କ୍ଷତିପୂରଣ ନ ମିଳିବା ଯାଏ ଆନ୍ଦୋଳନ ଚାଲିବ ବୋଲି ସେମାନେ ଘୋଷଣା କରିଥିଲେ । ସରକାର ଶେଷରେ ଦାବି ମାନିବାକୁ ବାଧ୍ୟ ହୋଇଥିଲେ । ଏହି ଘଟଣା ପ୍ରମାଣ କରେ ଯେ ଅହିଂସା ଓ ଧୈର୍ଯ୍ୟର ଶକ୍ତି ଆଜି ମଧ୍ୟ ଅତୁଟ ରହିଛି । ବିକାଶ ନାମରେ ଲୋକଙ୍କୁ ବିସ୍ଥାପିତ କରିବା ପୂର୍ବରୁ ସେମାନଙ୍କ ପୁନର୍ବାସ ନିଶ୍ଚିତ କରିବା ସରକାରଙ୍କ ଦାୟିତ୍ୱ । ନଦୀବନ୍ଧ ଯୋଜନା ଦେଶର ଶକ୍ତି ଓ ଜଳସେଚନ ପାଇଁ ଆବଶ୍ୟକ ହେଲେ ମଧ୍ୟ ମାନବିକ ଦିଗକୁ ଅଣଦେଖା କରାଯାଇ ନପାରେ । ଆଦିବାସୀ ଓ ଗରିବ କୃଷକମାନେ ସବୁଠାରୁ ଅଧିକ କ୍ଷତିଗ୍ରସ୍ତ ହେଉଛନ୍ତି । ଦେଶରେ ଏଭଳି ଅନେକ ପ୍ରକଳ୍ପ ରହିଛି ଯେଉଁଠି ବିସ୍ଥାପିତ ଲୋକଙ୍କୁ ଏଯାଏଁ ଉଚିତ ନ୍ୟାୟ ମିଳିନାହିଁ । ହୀରାକୁଦ ବନ୍ଧ ନିର୍ମାଣ ସମୟରେ ବିସ୍ଥାପିତ ହୋଇଥିବା ପରିବାରମାନେ ଆଜି ମଧ୍ୟ ଥଇଥାନ ପାଇଁ ସଂଘର୍ଷ କରୁଛନ୍ତି । ଶିଳ୍ପାୟନ ଓ ଖଣି ଖନନ ନାମରେ ଆଦିବାସୀଙ୍କ ଜଳ, ଜଙ୍ଗଲ ଓ ଜମି ଛଡ଼ାଯାଉଛି । ଏହାର ବିରୋଧରେ ଲୋକେ ଆନ୍ଦୋଳନ କରୁଥିଲେ ସେମାନଙ୍କୁ ବିକାଶ ବିରୋଧୀ ବୋଲି ଦର୍ଶାଯାଉଛି । ଏହା ଅତ୍ୟନ୍ତ ଦୁର୍ଭାଗ୍ୟଜନକ । ପ୍ରକୃତ ବିକାଶ ସେତେବେଳେ ହେବ ଯେତେବେଳେ ସମାଜର ଶେଷ ବ୍ୟକ୍ତି ମଧ୍ୟ ଏହାର ଲାଭ ପାଇବ । ମହାତ୍ମା ଗାନ୍ଧୀ ଏହି କଥା କହିଥିଲେ । ଜଳ ସତ୍ୟାଗ୍ରହୀମାନେ ଦେଖାଇ ଦେଇଛନ୍ତି ଯେ ଶାନ୍ତିପୂର୍ଣ୍ଣ ଆନ୍ଦୋଳନ ଦ୍ୱାରା ମଧ୍ୟ ସରକାରଙ୍କ ଦୃଷ୍ଟି ଆକର୍ଷଣ କରାଯାଇପାରେ । ଦିନ ଦିନ ଧରି ପାଣିରେ ରହିବା ଯୋଗୁଁ ଅନେକଙ୍କ ଗୋଡ଼ରେ ଘା ହୋଇଯାଇଥିଲା, ତଥାପି ସେମାନେ ନିଜ ଦାବିରୁ ଓହରି ନଥିଲେ । ଏହି ଧୈର୍ଯ୍ୟ ଓ ସଂକଳ୍ପ ପ୍ରଶଂସନୀୟ । ସରକାରଙ୍କୁ ଏଥିରୁ ଶିକ୍ଷା ନେବା ଉଚିତ । ଭବିଷ୍ୟତରେ ଯେକୌଣସି ବଡ଼ ପ୍ରକଳ୍ପ ଆରମ୍ଭ କରିବା ପୂର୍ବରୁ ସ୍ଥାନୀୟ ଲୋକଙ୍କ ମତ ନିଆଯିବା ଦରକାର । ଗ୍ରାମସଭାର ସମ୍ମତି ବିନା କୌଣସି ଜମି ଅଧିଗ୍ରହଣ କରାଯିବା ଅନୁଚିତ । ପୁନର୍ବାସ ନୀତିକୁ ସ୍ୱଚ୍ଛ ଓ ମାନବିକ କରିବା ଆବଶ୍ୟକ । ବିସ୍ଥାପିତଙ୍କୁ କେବଳ ଟଙ୍କା ନୁହେଁ, ଜୀବିକାର ଉପାୟ ମଧ୍ୟ ଦେବାକୁ ପଡ଼ିବ । ସେମାନଙ୍କ ସଂସ୍କୃତି ଓ ପରମ୍ପରା ରକ୍ଷା ହେବା ଦରକାର । ଏଥିପାଇଁ ଏକ ସ୍ୱତନ୍ତ୍ର ପ୍ରାଧିକରଣ ଗଠନ କରାଯାଇପାରେ । ଗଣତନ୍ତ୍ରରେ ଲୋକଙ୍କ ସ୍ୱରକୁ ଶୁଣିବା ସରକାରଙ୍କ ପ୍ରଥମ କର୍ତ୍ତବ୍ୟ । ଜଳ ସତ୍ୟାଗ୍ରହ ସେହି ସ୍ୱରର ପ୍ରତୀକ । ଏହାକୁ ଉପେକ୍ଷା କଲେ ଅସନ୍ତୋଷ ବଢ଼ିବ ଓ ବିକାଶ ପ୍ରକ୍ରିୟା ବାଧାପ୍ରାପ୍ତ ହେବ । ତେଣୁ ସମୟ ଥାଉ ଥାଉ ସଚେତନ ହେବା ଦରକାର । ଏହି ଆନ୍ଦୋଳନ ଦେଶର ଅନ୍ୟ ପ୍ରାନ୍ତର ବିସ୍ଥାପିତ ଲୋକଙ୍କ ପାଇଁ ପ୍ରେରଣାର ଉତ୍ସ ହୋଇପାରିଛି । ଗଣମାଧ୍ୟମ ମଧ୍ୟ ଏହି ଘଟଣାକୁ ବ୍ୟାପକ ପ୍ରଚାର କରିଥିଲା । ନ୍ୟାୟାଳୟ ମଧ୍ୟ ଏଭଳି ମାମଲାରେ ଲୋକଙ୍କ ସପକ୍ଷରେ ରାୟ ଦେଇଛନ୍ତି । ତଥାପି କାର୍ଯ୍ୟକାରିତା ସ୍ତରରେ ଅନେକ ତ୍ରୁଟି ରହିଯାଉଛି । ଏହାକୁ ଦୂର କରିବା ଦରକାର । — [342, 170, 1154, 417]
previous-sudoku-cell: 4 — [1348, 2081, 1364, 2096]
letter-dho-baya-sig: ଲକ୍ଷ୍ମୀଧର ବେହେରା, ଯାଜପୁର — [1366, 523, 1492, 536]
chirantani-poem: ଶକ୍ତି ଦେବାର ବରି ଚରଣ ଗୁରୁଦେବଙ୍କ ନିଜ ଚରଣ ଧୂଳି ଚାହୁଁଛେ ଶୁଣିବାକୁ ଅନୁକ୍ଷଣ ବଚନ ତାହାର ଗାଇଲ ଯୁଗ । — [1231, 62, 1357, 127]
previous-sudoku-cell: 9 — [1431, 1958, 1447, 1973]
previous-sudoku-cell: 9 — [1348, 2004, 1364, 2019]
previous-sudoku-cell: 7 — [1398, 1989, 1414, 2004]
sudoku-cell[interactable]: 2 — [1271, 1759, 1297, 1787]
sudoku-cell[interactable] — [1403, 1787, 1429, 1815]
sudoku-cell[interactable] — [1403, 1881, 1429, 1909]
previous-sudoku-cell: 5 — [1348, 2050, 1364, 2065]
sudoku-cell[interactable]: 4 — [1350, 1881, 1376, 1909]
previous-sudoku-cell: 9 — [1447, 2065, 1463, 2080]
sudoku-cell[interactable] — [1429, 1729, 1455, 1758]
previous-sudoku-cell: 5 — [1332, 2004, 1348, 2019]
previous-sudoku-cell: 3 — [1332, 2065, 1348, 2080]
sudoku-cell[interactable] — [1219, 1673, 1245, 1701]
previous-sudoku-cell: 8 — [1365, 2019, 1381, 2034]
feature-author: ସୋମା ଚାନ୍ଦ — [718, 768, 778, 784]
previous-sudoku-grid — [1331, 1957, 1481, 2097]
previous-sudoku-cell: 7 — [1414, 2081, 1430, 2096]
divider-right — [1168, 6, 1169, 2336]
contact-box: ପାଠକ ଶ୍ରେଷ୍ଠ ବିଚାରକ ସ୍ତମ୍ଭ ପାଇଁ ଠିକଣା: ସମ୍ପାଦକ, ଧରିତ୍ରୀ, ବି-୧୫, ଇଣ୍ଡଷ୍ଟ୍ରିଆଲ ଏଷ୍ଟେଟ୍, ଭୁବନେଶ୍ୱର-୭୫୧୦୧୦ କେବଳ ସମ୍ପାଦକଙ୍କୁ ପତ୍ର, ଖବର ପାଇଁ ବ୍ୟବହାର କରନ୍ତୁ : E-mail:dharitripress@gmail.com (Use only for letters to Editor, news & news photos) କେବଳ ବିଜ୍ଞାପନ ପାଇଁ ବ୍ୟବହାର କରନ୍ତୁ : E-mail:advt@dharitri.com :mikul11@yahoo.com (Use only for advertisements, commercial queries) — [1180, 1262, 1492, 1448]
previous-sudoku-cell: 8 — [1414, 1973, 1430, 1988]
previous-sudoku-cell: 5 — [1431, 1973, 1447, 1988]
previous-sudoku-cell: 7 — [1381, 2019, 1397, 2034]
sudoku-cell[interactable] — [1219, 1787, 1245, 1815]
quote-box — [342, 6, 1154, 76]
previous-sudoku-cell: 5 — [1398, 2019, 1414, 2034]
sudoku-cell[interactable]: 9 — [1245, 1853, 1271, 1881]
previous-sudoku-cell: 5 — [1381, 2065, 1397, 2080]
sudoku-cell[interactable] — [1271, 1701, 1297, 1729]
chirantani-tag: (ନରବଳି) — [1435, 133, 1477, 146]
previous-sudoku-cell: 9 — [1381, 1973, 1397, 1988]
previous-sudoku-cell: 3 — [1381, 2035, 1397, 2050]
advt-email-link[interactable]: E-mail:advt@dharitri.com — [1246, 1397, 1426, 1412]
previous-sudoku-cell: 4 — [1464, 2050, 1480, 2065]
previous-sudoku-cell: 9 — [1332, 2035, 1348, 2050]
previous-sudoku-cell: 2 — [1398, 1973, 1414, 1988]
sudoku-grid[interactable] — [1217, 1671, 1457, 1911]
sudoku-cell[interactable] — [1271, 1844, 1297, 1852]
sudoku-cell[interactable] — [1350, 1701, 1376, 1729]
section-tag-label: ଏଇ ଭାରତରେ... — [18, 14, 154, 38]
district-diary-badge — [8, 660, 335, 756]
sudoku-cell[interactable]: 6 — [1376, 1759, 1402, 1787]
sudoku-cell[interactable]: 7 — [1245, 1701, 1271, 1729]
previous-sudoku-cell: 4 — [1431, 1989, 1447, 2004]
previous-sudoku-cell: 8 — [1332, 1989, 1348, 2004]
masthead-logo — [1007, 15, 1147, 67]
sudoku-cell[interactable] — [1219, 1844, 1245, 1852]
sudoku-cell[interactable] — [1324, 1844, 1350, 1852]
quote-author: -ଶ୍ରୀମା — [955, 56, 993, 70]
